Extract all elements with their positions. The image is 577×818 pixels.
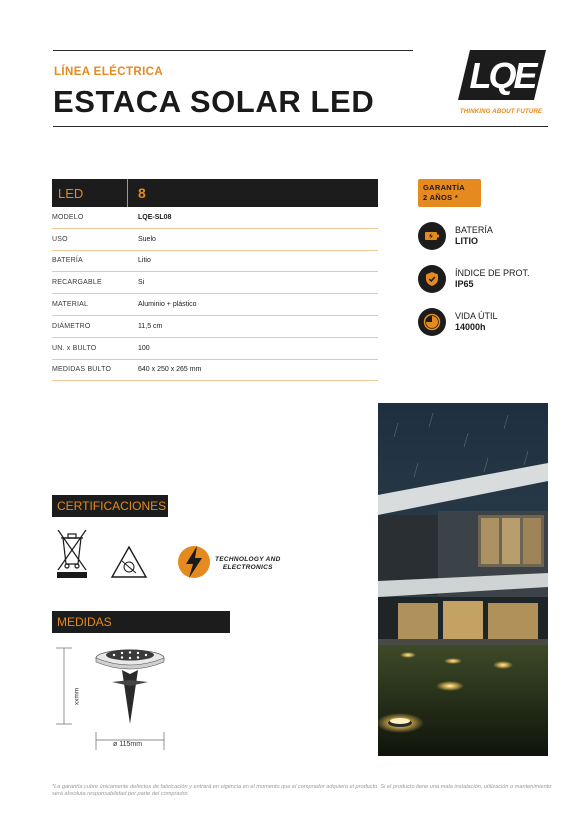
spec-value: Aluminio + plástico <box>138 301 197 309</box>
spec-label: RECARGABLE <box>52 279 102 287</box>
weee-bin-icon <box>54 528 90 585</box>
table-row <box>52 338 378 360</box>
spec-label: USO <box>52 235 68 243</box>
table-row <box>52 316 378 338</box>
warranty-footnote: *La garantía cubre únicamente defectos de fabricación y entrará en vigencia en el momento que el comprador adquiera el producto. Si el producto tiene una mala instalación, utilización o mantenimiento será absoluta responsabilidad por parte del comprador. <box>52 784 552 797</box>
page-title: ESTACA SOLAR LED <box>53 84 375 119</box>
height-dimension-label: xxmm <box>73 687 81 706</box>
spec-value: Si <box>138 279 145 287</box>
header-bottom-rule <box>53 126 548 127</box>
spec-value: Suelo <box>138 235 156 243</box>
spec-label: BATERÍA <box>52 257 83 265</box>
svg-text:LQE: LQE <box>469 55 535 96</box>
diameter-dimension-label: ø 115mm <box>113 741 143 748</box>
shield-icon <box>418 265 446 293</box>
spec-value: LQE-SL08 <box>138 213 172 221</box>
warranty-line-2: 2 AÑOS * <box>423 193 459 202</box>
product-line-label: LÍNEA ELÉCTRICA <box>54 66 164 78</box>
certifications-header: CERTIFICACIONES <box>52 495 168 517</box>
battery-icon <box>418 222 446 250</box>
feature-label: BATERÍA <box>455 225 493 235</box>
tech-line-1: TECHNOLOGY AND <box>215 556 281 563</box>
feature-label: ÍNDICE DE PROT. <box>455 268 530 278</box>
table-row <box>52 272 378 294</box>
feature-value: 14000h <box>455 322 486 332</box>
header-top-rule <box>53 50 413 51</box>
feature-label: VIDA ÚTIL <box>455 311 498 321</box>
spec-value: 100 <box>138 344 150 352</box>
table-row <box>52 207 378 229</box>
spec-value: Litio <box>138 257 151 265</box>
feature-protection <box>418 265 530 293</box>
clock-icon <box>418 308 446 336</box>
dimension-drawing <box>52 640 182 755</box>
feature-value: LITIO <box>455 236 478 246</box>
spec-label: MODELO <box>52 213 84 221</box>
lightning-bolt-icon <box>176 543 212 586</box>
spec-header-label: LED <box>52 179 128 207</box>
feature-lifespan <box>418 308 498 336</box>
warranty-badge <box>418 179 481 207</box>
measures-header: MEDIDAS <box>52 611 230 633</box>
warranty-line-1: GARANTÍA <box>423 183 465 192</box>
spec-label: MEDIDAS BULTO <box>52 366 112 374</box>
brand-tagline: THINKING ABOUT FUTURE <box>459 108 543 115</box>
spec-header-value: 8 <box>138 185 146 201</box>
spec-table-header <box>52 179 378 207</box>
table-row <box>52 251 378 273</box>
table-row <box>52 360 378 382</box>
spec-label: DIÁMETRO <box>52 322 91 330</box>
spec-label: MATERIAL <box>52 301 89 309</box>
spec-label: UN. x BULTO <box>52 344 97 352</box>
spec-value: 640 x 250 x 265 mm <box>138 366 202 374</box>
feature-value: IP65 <box>455 279 474 289</box>
table-row <box>52 294 378 316</box>
table-row <box>52 229 378 251</box>
warning-triangle-icon <box>110 545 148 584</box>
feature-battery <box>418 222 493 250</box>
brand-logo <box>456 48 548 102</box>
spec-table <box>52 179 378 381</box>
tech-line-2: ELECTRONICS <box>222 563 273 571</box>
tech-electronics-label <box>215 556 281 571</box>
product-photo <box>378 403 548 756</box>
spec-value: 11,5 cm <box>138 322 163 330</box>
